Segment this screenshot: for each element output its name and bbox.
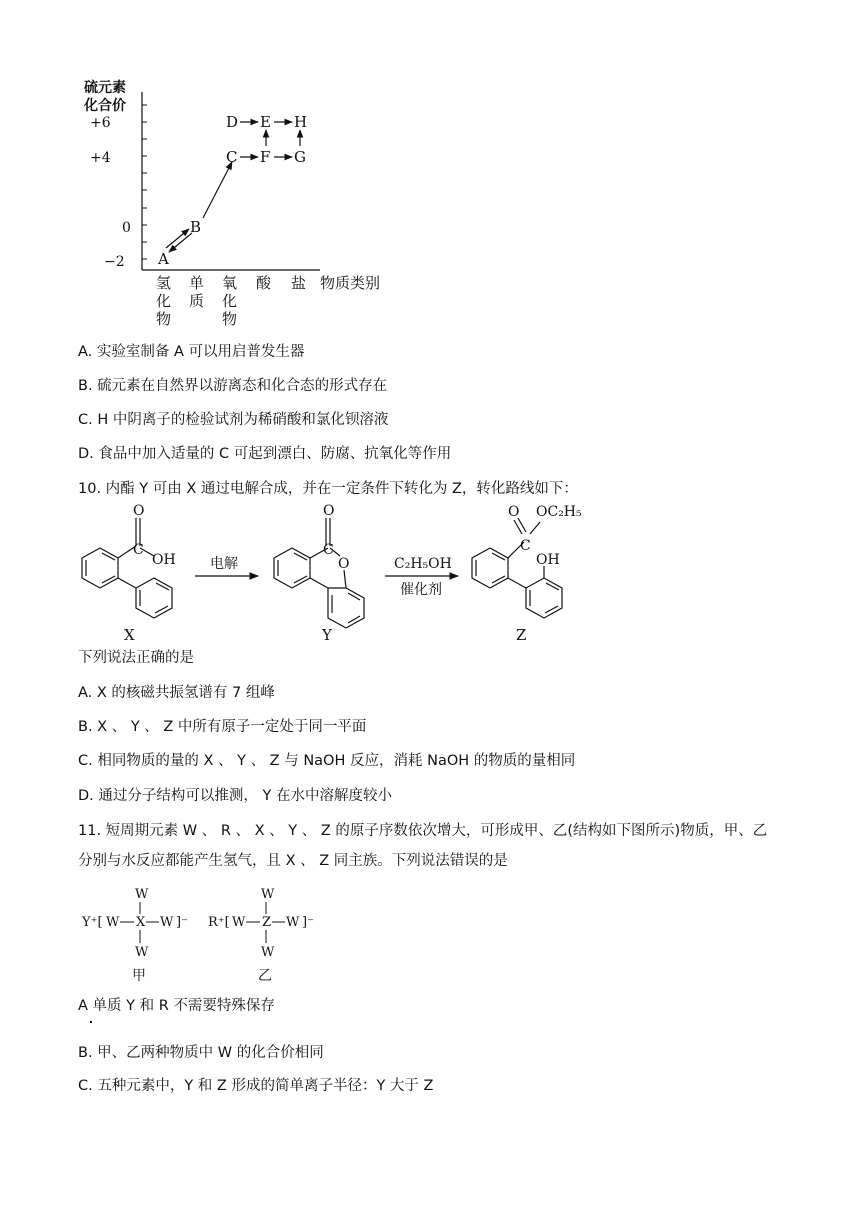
yi-right-W: W — [286, 915, 300, 930]
q9-option-c: C. H 中阴离子的检验试剂为稀硝酸和氯化钡溶液 — [78, 412, 389, 428]
label-X: X — [124, 626, 135, 644]
q10-question: 下列说法正确的是 — [78, 650, 194, 666]
arrow1-label: 电解 — [210, 556, 238, 572]
node-B: B — [190, 218, 202, 236]
q10-stem: 10. 内酯 Y 可由 X 通过电解合成，并在一定条件下转化为 Z，转化路线如下： — [78, 481, 578, 497]
x-tick-hydride-3: 物 — [156, 310, 172, 328]
jia-anion: ]⁻ — [176, 915, 188, 930]
x-tick-acid: 酸 — [256, 274, 272, 292]
q10-option-c: C. 相同物质的量的 X 、 Y 、 Z 与 NaOH 反应，消耗 NaOH 的物质的量相同 — [78, 753, 576, 769]
arrow-B-to-C — [203, 162, 232, 218]
yi-top-W: W — [261, 887, 275, 902]
y-tick-minus2: −2 — [104, 254, 125, 270]
x-tick-oxide-2: 化 — [222, 292, 238, 310]
q10-option-d: D. 通过分子结构可以推测， Y 在水中溶解度较小 — [78, 788, 392, 804]
x-tick-oxide-1: 氧 — [222, 274, 238, 292]
jia-bottom-W: W — [135, 945, 149, 960]
yi-anion: ]⁻ — [302, 915, 314, 930]
arrow2-label-top: C₂H₅OH — [394, 556, 452, 572]
y-axis-title-line1: 硫元素 — [84, 80, 126, 96]
jia-right-W: W — [160, 915, 174, 930]
molecule-Z — [472, 518, 562, 618]
z-atom-OC2H5: OC₂H₅ — [536, 504, 582, 520]
yi-cation: R⁺[ — [208, 915, 230, 930]
node-F: F — [260, 148, 271, 166]
node-E: E — [260, 113, 271, 131]
sulfur-valence-diagram — [70, 70, 410, 332]
yi-bottom-W: W — [261, 945, 275, 960]
q10-reaction-scheme — [60, 500, 620, 648]
x-tick-element-1: 单 — [189, 274, 205, 292]
node-H: H — [294, 113, 308, 131]
y-tick-plus4: +4 — [90, 150, 111, 166]
y-tick-0: 0 — [122, 220, 131, 236]
y-axis-title-line2: 化合价 — [84, 98, 126, 114]
z-atom-C: C — [520, 538, 531, 554]
node-D: D — [226, 113, 239, 131]
jia-left-W: W — [106, 915, 120, 930]
x-atom-O: O — [133, 503, 145, 519]
y-atom-C: C — [323, 542, 334, 558]
node-A: A — [158, 250, 169, 268]
q11-option-a: A 单质 Y 和 R 不需要特殊保存 — [78, 998, 275, 1014]
molecule-X — [82, 518, 172, 618]
arrow2-label-bottom: 催化剂 — [400, 582, 442, 598]
yi-left-W: W — [232, 915, 246, 930]
node-C: C — [226, 148, 238, 166]
y-atom-O-ring: O — [338, 556, 350, 572]
z-atom-O: O — [508, 504, 520, 520]
label-Y: Y — [322, 626, 332, 644]
label-Z: Z — [516, 626, 527, 644]
x-tick-hydride-2: 化 — [156, 292, 172, 310]
q9-option-b: B. 硫元素在自然界以游离态和化合态的形式存在 — [78, 378, 388, 394]
jia-center-X: X — [136, 915, 146, 930]
x-atom-OH: OH — [152, 552, 176, 568]
q11-option-a-dot — [90, 1021, 92, 1023]
y-tick-plus6: +6 — [90, 115, 111, 131]
x-tick-hydride-1: 氢 — [156, 274, 172, 292]
jia-name: 甲 — [132, 968, 146, 984]
x-tick-element-2: 质 — [189, 292, 205, 310]
node-G: G — [294, 148, 306, 166]
y-atom-O-carbonyl: O — [323, 503, 335, 519]
yi-name: 乙 — [258, 968, 272, 984]
q10-option-a: A. X 的核磁共振氢谱有 7 组峰 — [78, 685, 275, 701]
molecule-Y — [274, 518, 364, 628]
jia-cation: Y⁺[ — [82, 915, 103, 930]
yi-center-Z: Z — [262, 915, 272, 930]
jia-top-W: W — [135, 887, 149, 902]
q10-option-b: B. X 、 Y 、 Z 中所有原子一定处于同一平面 — [78, 719, 367, 735]
q11-option-c: C. 五种元素中，Y 和 Z 形成的简单离子半径：Y 大于 Z — [78, 1078, 434, 1094]
q9-option-d: D. 食品中加入适量的 C 可起到漂白、防腐、抗氧化等作用 — [78, 446, 452, 462]
z-atom-OH: OH — [536, 552, 560, 568]
q9-option-a: A. 实验室制备 A 可以用启普发生器 — [78, 344, 305, 360]
x-tick-oxide-3: 物 — [222, 310, 238, 328]
x-atom-C: C — [133, 542, 144, 558]
x-tick-salt: 盐 — [291, 274, 307, 292]
q11-stem-line2: 分别与水反应都能产生氢气，且 X 、 Z 同主族。下列说法错误的是 — [78, 853, 508, 869]
x-axis-title: 物质类别 — [320, 274, 381, 292]
q11-structures — [72, 880, 332, 990]
q11-option-b: B. 甲、乙两种物质中 W 的化合价相同 — [78, 1045, 324, 1061]
q11-stem-line1: 11. 短周期元素 W 、 R 、 X 、 Y 、 Z 的原子序数依次增大，可形成甲、乙(结构如下图所示)物质，甲、乙 — [78, 823, 768, 839]
